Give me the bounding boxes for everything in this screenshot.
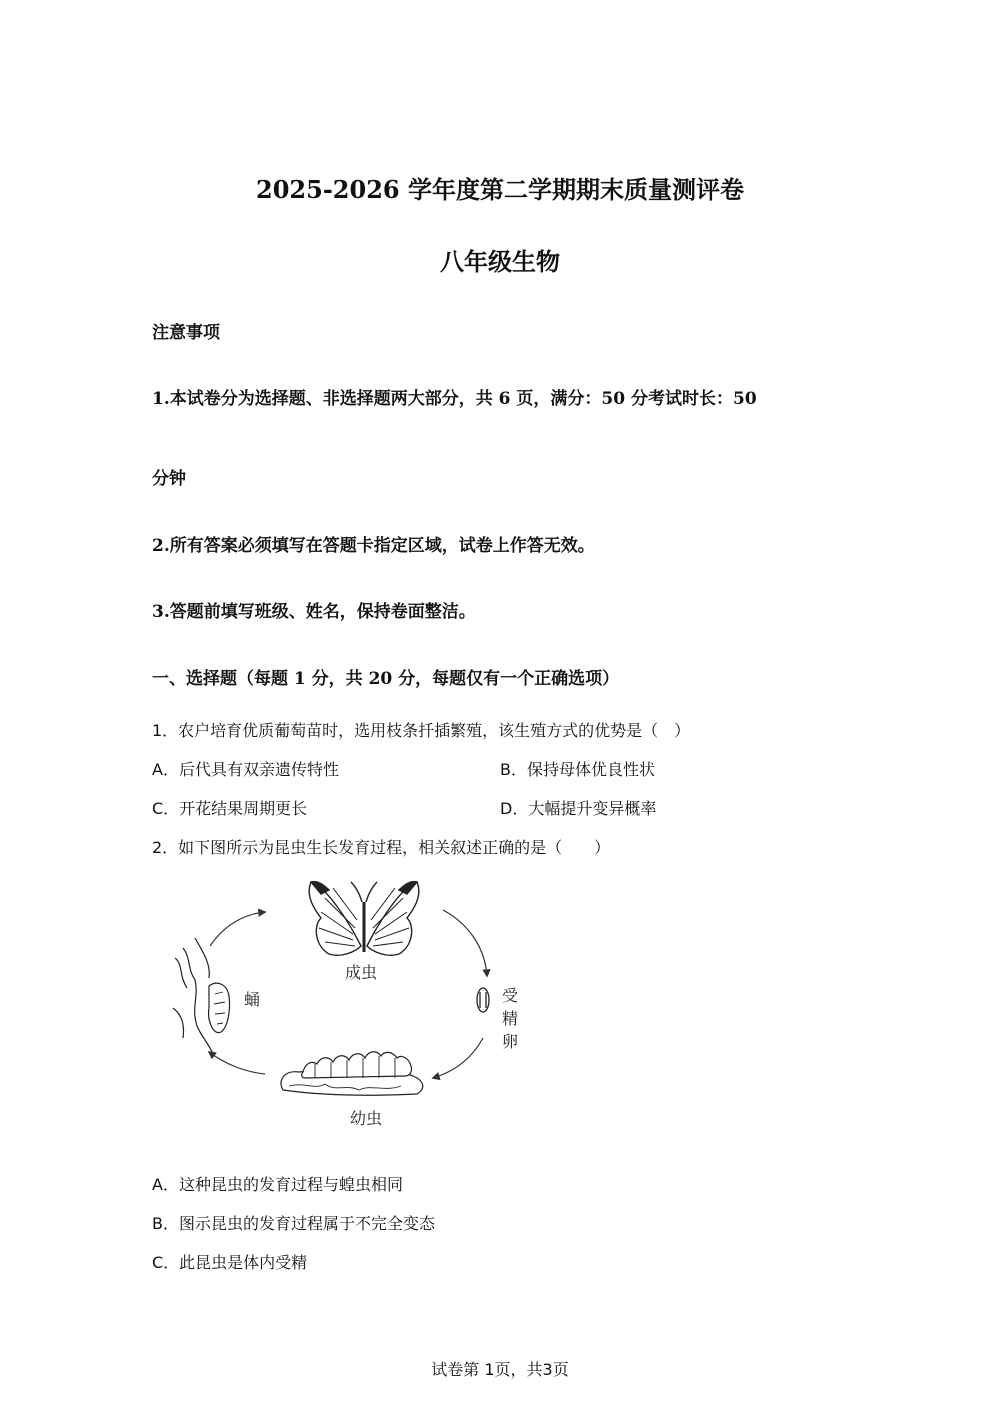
question-2-option-a: A．这种昆虫的发育过程与蝗虫相同	[152, 1175, 403, 1194]
butterfly-icon	[309, 881, 419, 955]
note-1-line-2: 分钟	[152, 469, 186, 489]
question-1-option-a: A．后代具有双亲遗传特性	[152, 760, 339, 779]
note-1-line-1: 1.本试卷分为选择题、非选择题两大部分，共 6 页，满分：50 分考试时长：50	[152, 389, 757, 409]
larva-icon	[281, 1052, 423, 1095]
figure-label-egg-3: 卵	[502, 1032, 519, 1051]
section-1-heading: 一、选择题（每题 1 分，共 20 分，每题仅有一个正确选项）	[152, 669, 620, 689]
figure-label-larva: 幼虫	[350, 1109, 383, 1128]
note-3: 3.答题前填写班级、姓名，保持卷面整洁。	[152, 602, 476, 622]
question-1-option-c: C．开花结果周期更长	[152, 799, 308, 818]
figure-label-pupa: 蛹	[244, 990, 261, 1009]
notes-heading: 注意事项	[152, 323, 220, 343]
figure-label-adult: 成虫	[345, 963, 378, 982]
question-2-option-b: B．图示昆虫的发育过程属于不完全变态	[152, 1214, 435, 1233]
exam-subtitle: 八年级生物	[440, 247, 560, 276]
figure-label-egg-2: 精	[502, 1009, 519, 1028]
question-2-stem: 2．如下图所示为昆虫生长发育过程，相关叙述正确的是（ ）	[152, 838, 611, 857]
pupa-icon	[173, 938, 230, 1054]
question-1-option-b: B．保持母体优良性状	[500, 760, 655, 779]
question-1-option-d: D．大幅提升变异概率	[500, 799, 657, 818]
note-2: 2.所有答案必须填写在答题卡指定区域，试卷上作答无效。	[152, 536, 595, 556]
insect-life-cycle-figure	[165, 868, 535, 1133]
question-1-stem: 1．农户培育优质葡萄苗时，选用枝条扦插繁殖，该生殖方式的优势是（ ）	[152, 721, 691, 740]
page-footer: 试卷第 1页，共3页	[431, 1360, 569, 1379]
egg-icon	[477, 988, 489, 1012]
exam-title: 2025-2026 学年度第二学期期末质量测评卷	[256, 175, 744, 204]
question-2-option-c: C．此昆虫是体内受精	[152, 1253, 308, 1272]
figure-label-egg-1: 受	[502, 986, 519, 1005]
